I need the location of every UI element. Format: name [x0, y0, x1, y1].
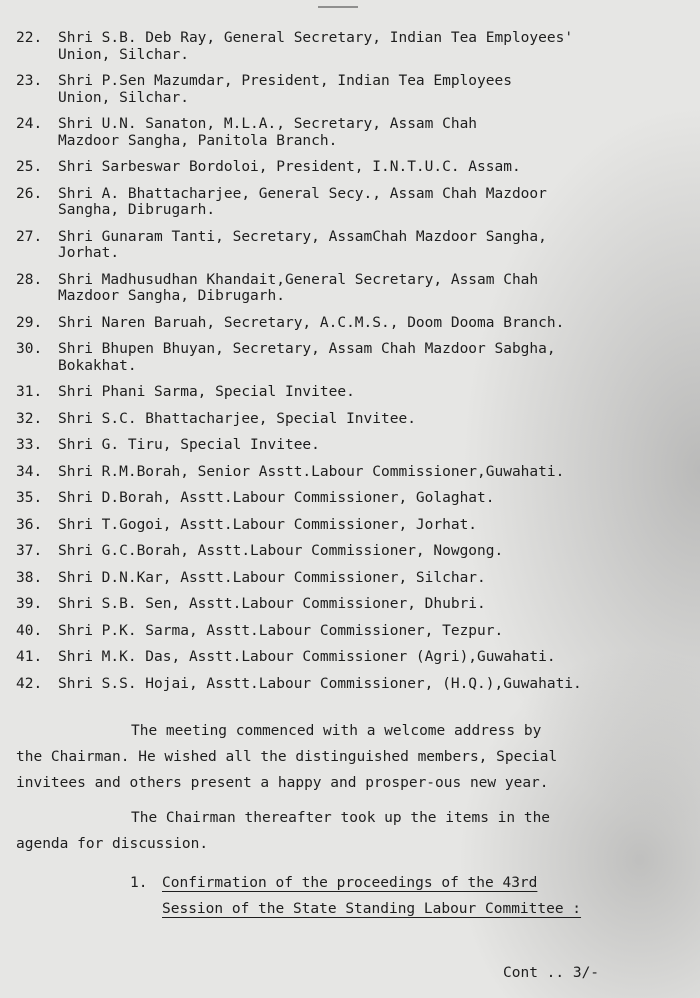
attendee-number: 34.: [16, 463, 43, 480]
attendee-line: Shri M.K. Das, Asstt.Labour Commissioner (Agri),Guwahati.: [58, 649, 556, 665]
attendee-line: Shri D.Borah, Asstt.Labour Commissioner, Golaghat.: [58, 490, 495, 506]
attendee-line: Shri Madhusudhan Khandait,General Secretary, Assam Chah: [58, 271, 539, 288]
attendee-line: Shri G. Tiru, Special Invitee.: [58, 437, 320, 453]
attendee-number: 23.: [16, 73, 43, 89]
attendee-entry: [0, 229, 700, 262]
continuation-note: Cont .. 3/-: [503, 965, 600, 981]
attendee-entry: [0, 490, 700, 507]
attendee-line: Mazdoor Sangha, Panitola Branch.: [58, 132, 338, 149]
attendee-line: Union, Silchar.: [58, 89, 189, 106]
attendee-number: 25.: [16, 159, 43, 175]
attendee-entry: [0, 649, 700, 666]
page-number-mark: [318, 0, 358, 8]
attendee-line: Shri P.Sen Mazumdar, President, Indian Tea Employees: [58, 73, 512, 89]
welcome-paragraph: [16, 718, 696, 796]
attendee-text: [58, 543, 698, 560]
attendee-text: [58, 30, 698, 63]
attendee-line: Shri G.C.Borah, Asstt.Labour Commissioner, Nowgong.: [58, 543, 504, 559]
attendee-number: 41.: [16, 649, 43, 665]
attendee-number: 30.: [16, 341, 43, 357]
attendee-entry: [0, 596, 700, 613]
attendee-number: 31.: [16, 384, 43, 400]
attendee-number: 22.: [16, 30, 43, 46]
attendee-line: Shri S.C. Bhattacharjee, Special Invitee.: [58, 410, 416, 427]
attendee-entry: [0, 272, 700, 305]
attendee-number: 33.: [16, 437, 43, 453]
attendee-number: 26.: [16, 185, 43, 202]
agenda-item-title: [162, 870, 581, 922]
attendee-line: Sangha, Dibrugarh.: [58, 202, 216, 218]
attendee-text: [58, 229, 698, 262]
attendee-line: Shri Naren Baruah, Secretary, A.C.M.S., Doom Dooma Branch.: [58, 314, 565, 331]
attendee-number: 39.: [16, 596, 43, 612]
attendee-line: Shri P.K. Sarma, Asstt.Labour Commissioner, Tezpur.: [58, 622, 504, 639]
attendee-text: [58, 596, 698, 613]
attendee-text: [58, 623, 698, 640]
attendee-text: [58, 341, 698, 374]
attendee-entry: [0, 411, 700, 428]
attendee-entry: [0, 384, 700, 401]
attendee-text: [58, 116, 698, 149]
attendee-entry: [0, 437, 700, 454]
paragraph-line: agenda for discussion.: [16, 836, 209, 852]
attendee-line: Shri T.Gogoi, Asstt.Labour Commissioner, Jorhat.: [58, 516, 478, 533]
attendee-number: 32.: [16, 410, 43, 427]
attendee-text: [58, 384, 698, 401]
attendee-line: Shri Phani Sarma, Special Invitee.: [58, 384, 355, 400]
attendee-line: Shri Gunaram Tanti, Secretary, AssamChah Mazdoor Sangha,: [58, 228, 547, 245]
attendee-line: Bokakhat.: [58, 357, 137, 374]
attendee-text: [58, 490, 698, 507]
attendee-text: [58, 676, 698, 693]
attendee-line: Jorhat.: [58, 245, 120, 261]
attendee-entry: [0, 116, 700, 149]
attendee-text: [58, 570, 698, 587]
attendee-line: Shri D.N.Kar, Asstt.Labour Commissioner, Silchar.: [58, 569, 486, 586]
attendee-text: [58, 272, 698, 305]
attendee-line: Shri Sarbeswar Bordoloi, President, I.N.T.U.C. Assam.: [58, 159, 521, 175]
attendee-number: 36.: [16, 516, 43, 533]
agenda-item: [130, 870, 690, 922]
attendee-entry: [0, 73, 700, 106]
attendee-text: [58, 315, 698, 332]
attendee-number: 38.: [16, 569, 43, 586]
attendee-number: 24.: [16, 116, 43, 132]
attendee-text: [58, 73, 698, 106]
attendee-entry: [0, 464, 700, 481]
agenda-title-line: Session of the State Standing Labour Committee :: [162, 901, 582, 917]
paragraph-line: invitees and others present a happy and prosper-ous new year.: [16, 775, 549, 791]
attendee-entry: [0, 315, 700, 332]
attendee-line: Union, Silchar.: [58, 46, 189, 63]
attendee-line: Shri S.B. Sen, Asstt.Labour Commissioner, Dhubri.: [58, 596, 486, 612]
attendee-entry: [0, 623, 700, 640]
attendee-entry: [0, 570, 700, 587]
attendee-entry: [0, 517, 700, 534]
attendee-number: 35.: [16, 490, 43, 506]
attendee-list: [0, 30, 700, 702]
attendee-number: 40.: [16, 622, 43, 639]
agenda-intro-paragraph: [16, 805, 696, 857]
attendee-entry: [0, 186, 700, 219]
agenda-item-number: 1.: [130, 875, 148, 891]
attendee-line: Shri Bhupen Bhuyan, Secretary, Assam Chah Mazdoor Sabgha,: [58, 341, 556, 357]
paragraph-line: The meeting commenced with a welcome address by: [131, 723, 542, 739]
attendee-line: Shri A. Bhattacharjee, General Secy., Assam Chah Mazdoor: [58, 185, 547, 202]
attendee-text: [58, 437, 698, 454]
attendee-text: [58, 649, 698, 666]
attendee-number: 42.: [16, 675, 43, 692]
attendee-number: 28.: [16, 271, 43, 288]
attendee-text: [58, 411, 698, 428]
attendee-entry: [0, 543, 700, 560]
paragraph-line: the Chairman. He wished all the distinguished members, Special: [16, 749, 558, 765]
attendee-entry: [0, 676, 700, 693]
attendee-entry: [0, 341, 700, 374]
attendee-text: [58, 186, 698, 219]
attendee-line: Mazdoor Sangha, Dibrugarh.: [58, 288, 285, 304]
attendee-text: [58, 464, 698, 481]
attendee-line: Shri U.N. Sanaton, M.L.A., Secretary, Assam Chah: [58, 116, 478, 132]
attendee-text: [58, 517, 698, 534]
attendee-number: 37.: [16, 543, 43, 559]
attendee-line: Shri S.B. Deb Ray, General Secretary, Indian Tea Employees': [58, 30, 574, 46]
paragraph-line: The Chairman thereafter took up the items in the: [131, 810, 551, 826]
attendee-text: [58, 159, 698, 176]
attendee-line: Shri S.S. Hojai, Asstt.Labour Commissioner, (H.Q.),Guwahati.: [58, 675, 582, 692]
attendee-line: Shri R.M.Borah, Senior Asstt.Labour Commissioner,Guwahati.: [58, 463, 565, 480]
attendee-entry: [0, 30, 700, 63]
attendee-entry: [0, 159, 700, 176]
attendee-number: 27.: [16, 228, 43, 245]
attendee-number: 29.: [16, 314, 43, 331]
agenda-title-line: Confirmation of the proceedings of the 43rd: [162, 875, 538, 891]
